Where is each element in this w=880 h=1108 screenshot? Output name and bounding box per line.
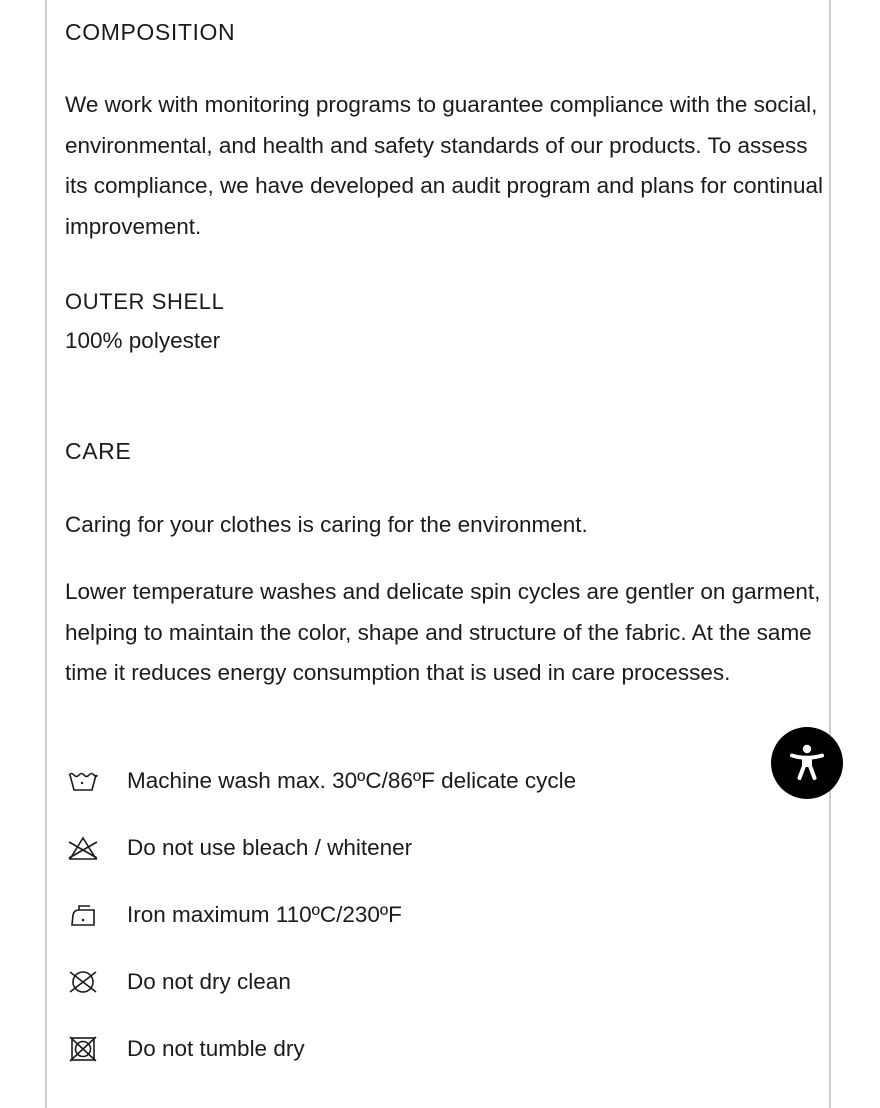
machine-wash-icon — [65, 766, 101, 796]
care-instruction-row — [65, 1029, 305, 1069]
composition-heading: COMPOSITION — [65, 19, 236, 45]
care-instruction-text: Do not tumble dry — [127, 1036, 305, 1061]
outer-shell-value: 100% polyester — [65, 328, 221, 353]
accessibility-button[interactable] — [771, 727, 843, 799]
care-intro: Caring for your clothes is caring for the environment. — [65, 512, 588, 537]
care-instruction-row — [65, 828, 412, 868]
care-heading: CARE — [65, 438, 132, 464]
no-dry-clean-icon — [65, 967, 101, 997]
care-instruction-text: Iron maximum 110ºC/230ºF — [127, 902, 402, 927]
care-instruction-row — [65, 761, 576, 801]
care-instruction-text: Do not dry clean — [127, 969, 291, 994]
care-instruction-row — [65, 962, 291, 1002]
outer-shell-label: OUTER SHELL — [65, 289, 225, 314]
care-instruction-text: Do not use bleach / whitener — [127, 835, 413, 860]
iron-icon — [65, 900, 101, 930]
accessibility-icon — [784, 740, 830, 786]
composition-description: We work with monitoring programs to guarantee compliance with the social, environmental, and health and safety standards of our products. To assess its compliance, we have developed an audit program and plans for continual improvement. — [65, 92, 823, 239]
care-instruction-text: Machine wash max. 30ºC/86ºF delicate cycle — [127, 768, 577, 793]
no-bleach-icon — [65, 833, 101, 863]
product-details-panel — [45, 0, 831, 1108]
care-instruction-row — [65, 895, 402, 935]
care-description: Lower temperature washes and delicate spin cycles are gentler on garment, helping to maintain the color, shape and structure of the fabric. At the same time it reduces energy consumption that is used in care processes. — [65, 579, 821, 685]
no-tumble-dry-icon — [65, 1034, 101, 1064]
